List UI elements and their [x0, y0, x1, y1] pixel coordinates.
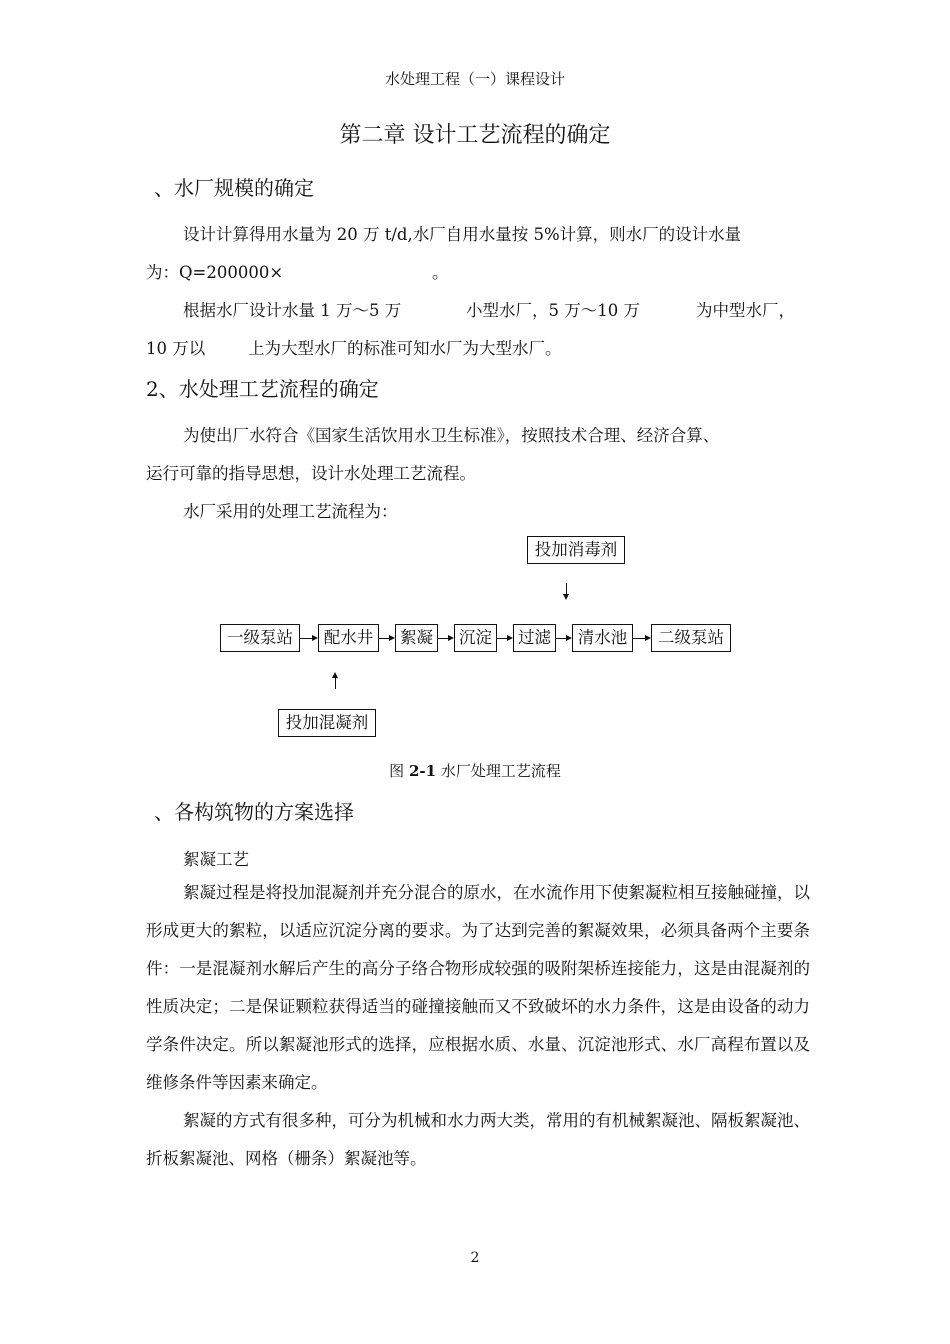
arrow-line: [633, 638, 645, 639]
paragraph-line: 小型水厂，5 万～10 万: [466, 301, 640, 320]
flow-step-2: 配水井: [318, 624, 379, 652]
paragraph: 絮凝的方式有很多种，可分为机械和水力两大类，常用的有机械絮凝池、隔板絮凝池、折板絮凝池、网格（栅条）絮凝池等。: [146, 1111, 810, 1168]
paragraph-line: 根据水厂设计水量 1 万～5 万: [183, 301, 402, 320]
arrow-line: [300, 638, 312, 639]
disinfectant-box: 投加消毒剂: [527, 536, 625, 564]
page-number: 2: [470, 1250, 480, 1266]
flow-step-1: 一级泵站: [220, 624, 300, 652]
arrow-line: [438, 638, 448, 639]
figure-number: 2-1: [408, 762, 437, 780]
coagulant-box: 投加混凝剂: [278, 709, 376, 737]
section-heading-structures: 、各构筑物的方案选择: [154, 800, 354, 824]
arrow-line: [335, 678, 336, 689]
arrow-down-icon: [563, 594, 569, 600]
paragraph-line: 上为大型水厂的标准可知水厂为大型水厂。: [248, 339, 562, 358]
flow-step-4: 沉淀: [454, 624, 497, 652]
flow-step-3: 絮凝: [395, 624, 438, 652]
section-heading-process: 2、水处理工艺流程的确定: [146, 377, 379, 401]
arrow-line: [497, 638, 507, 639]
paragraph-line: 。: [432, 263, 449, 282]
paragraph-line: 为中型水厂，: [696, 301, 795, 320]
flow-step-5: 过滤: [513, 624, 556, 652]
flow-step-6: 清水池: [572, 624, 633, 652]
arrow-line: [556, 638, 566, 639]
paragraph-line: 设计计算得用水量为 20 万 t/d,水厂自用水量按 5%计算，则水厂的设计水量: [183, 225, 742, 244]
paragraph-line: 运行可靠的指导思想，设计水处理工艺流程。: [146, 464, 476, 483]
paragraph-line: 水厂采用的处理工艺流程为：: [183, 502, 398, 521]
subheading: 絮凝工艺: [183, 850, 249, 869]
figure-title: 水厂处理工艺流程: [436, 762, 561, 780]
page-header: 水处理工程（一）课程设计: [384, 70, 565, 88]
flow-step-7: 二级泵站: [651, 624, 731, 652]
paragraph-line: 10 万以: [146, 339, 206, 358]
chapter-title: 第二章 设计工艺流程的确定: [339, 123, 611, 148]
arrow-line: [566, 583, 567, 594]
section-heading-scale: 、水厂规模的确定: [154, 176, 314, 200]
paragraph: 絮凝过程是将投加混凝剂并充分混合的原水，在水流作用下使絮凝粒相互接触碰撞，以形成更大的絮粒，以适应沉淀分离的要求。为了达到完善的絮凝效果，必须具备两个主要条件：一是混凝剂水解后产生的高分子络合物形成较强的吸附架桥连接能力，这是由混凝剂的性质决定；二是保证颗粒获得适当的碰撞接触而又不致破坏的水力条件，这是由设备的动力学条件决定。所以絮凝池形式的选择，应根据水质、水量、沉淀池形式、水厂高程布置以及维修条件等因素来确定。: [146, 883, 810, 1092]
figure-caption: [0, 760, 950, 781]
paragraph-line: 为使出厂水符合《国家生活饮用水卫生标准》，按照技术合理、经济合算、: [183, 426, 720, 445]
figure-label: 图: [389, 762, 409, 780]
paragraph-line: 为：Q=200000×: [146, 263, 284, 282]
arrow-line: [379, 638, 389, 639]
